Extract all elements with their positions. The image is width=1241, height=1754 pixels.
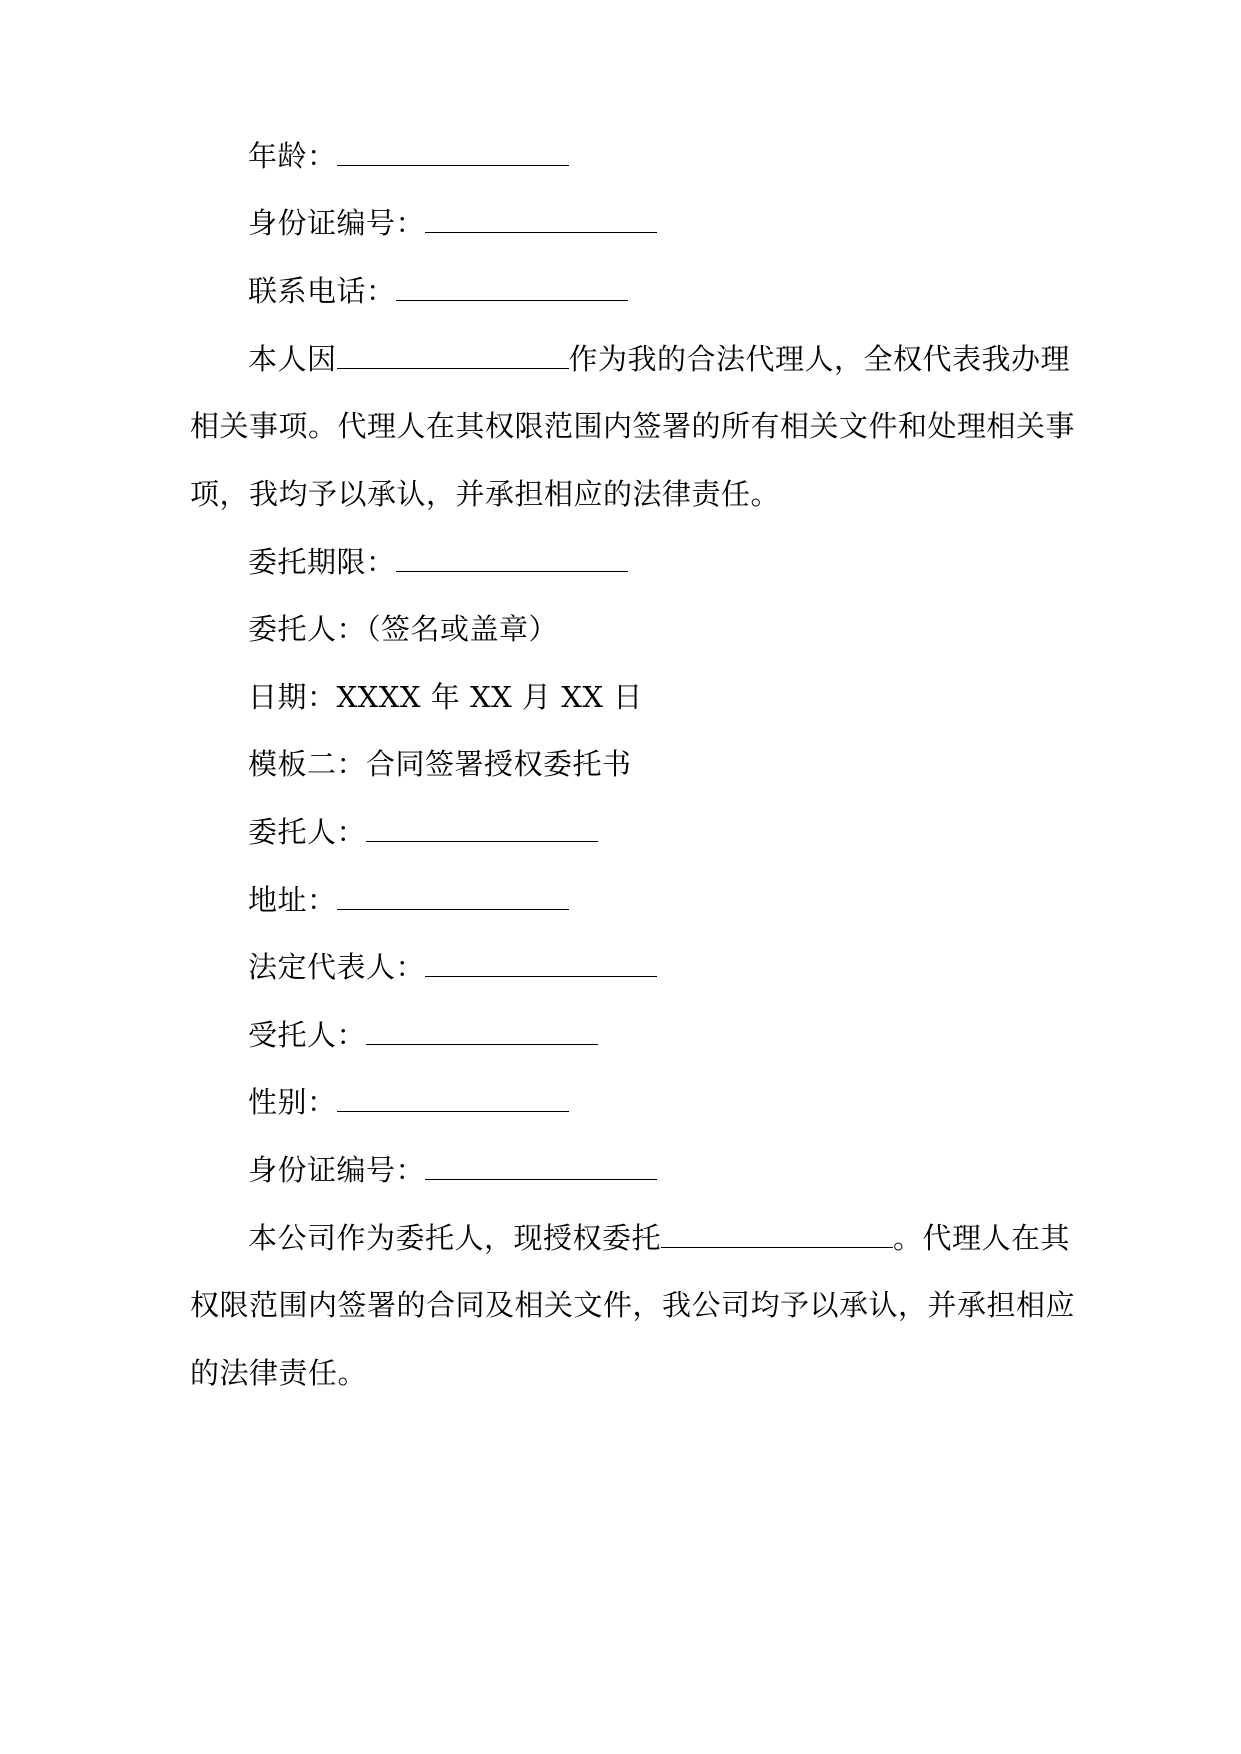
field-agent-label: 受托人： bbox=[248, 1018, 367, 1052]
paragraph-a-line2: 相关事项。代理人在其权限范围内签署的所有相关文件和处理相关事 bbox=[190, 409, 1076, 443]
paragraph-a-line3: 项，我均予以承认，并承担相应的法律责任。 bbox=[190, 477, 781, 511]
fill-blank bbox=[396, 276, 628, 301]
fill-blank bbox=[337, 344, 569, 369]
field-legal-rep-label: 法定代表人： bbox=[248, 950, 426, 984]
template2-title: 模板二：合同签署授权委托书 bbox=[248, 747, 632, 781]
field-gender bbox=[248, 1084, 569, 1120]
field-term bbox=[248, 544, 628, 580]
fill-blank bbox=[337, 1087, 569, 1112]
paragraph-a-end: 作为我的合法代理人，全权代表我办理 bbox=[568, 342, 1071, 376]
fill-blank bbox=[366, 1020, 598, 1045]
date-line: 日期：XXXX 年 XX 月 XX 日 bbox=[248, 680, 643, 714]
field-id-number-b-label: 身份证编号： bbox=[248, 1153, 426, 1187]
paragraph-a-line1 bbox=[248, 341, 1070, 377]
field-address-label: 地址： bbox=[248, 883, 337, 917]
paragraph-b-line3: 的法律责任。 bbox=[190, 1356, 368, 1390]
fill-blank bbox=[425, 208, 657, 233]
fill-blank bbox=[337, 885, 569, 910]
field-id-number-label: 身份证编号： bbox=[248, 206, 426, 240]
fill-blank bbox=[337, 141, 569, 166]
field-age-label: 年龄： bbox=[248, 139, 337, 173]
fill-blank bbox=[661, 1223, 893, 1248]
field-principal-label: 委托人： bbox=[248, 815, 367, 849]
fill-blank bbox=[366, 817, 598, 842]
paragraph-b-end: 。代理人在其 bbox=[893, 1221, 1071, 1255]
field-term-label: 委托期限： bbox=[248, 545, 396, 579]
paragraph-b-line2: 权限范围内签署的合同及相关文件，我公司均予以承认，并承担相应 bbox=[190, 1288, 1076, 1322]
field-phone bbox=[248, 273, 628, 309]
field-address bbox=[248, 882, 569, 918]
signer-line: 委托人：（签名或盖章） bbox=[248, 612, 559, 646]
field-legal-rep bbox=[248, 949, 657, 985]
fill-blank bbox=[425, 952, 657, 977]
field-agent bbox=[248, 1017, 598, 1053]
field-gender-label: 性别： bbox=[248, 1085, 337, 1119]
field-phone-label: 联系电话： bbox=[248, 274, 396, 308]
paragraph-a-start: 本人因 bbox=[248, 342, 337, 376]
field-id-number bbox=[248, 205, 657, 241]
field-id-number-b bbox=[248, 1152, 657, 1188]
field-principal bbox=[248, 814, 598, 850]
fill-blank bbox=[396, 547, 628, 572]
paragraph-b-line1 bbox=[248, 1220, 1070, 1256]
field-age bbox=[248, 138, 569, 174]
paragraph-b-start: 本公司作为委托人，现授权委托 bbox=[248, 1221, 662, 1255]
fill-blank bbox=[425, 1155, 657, 1180]
